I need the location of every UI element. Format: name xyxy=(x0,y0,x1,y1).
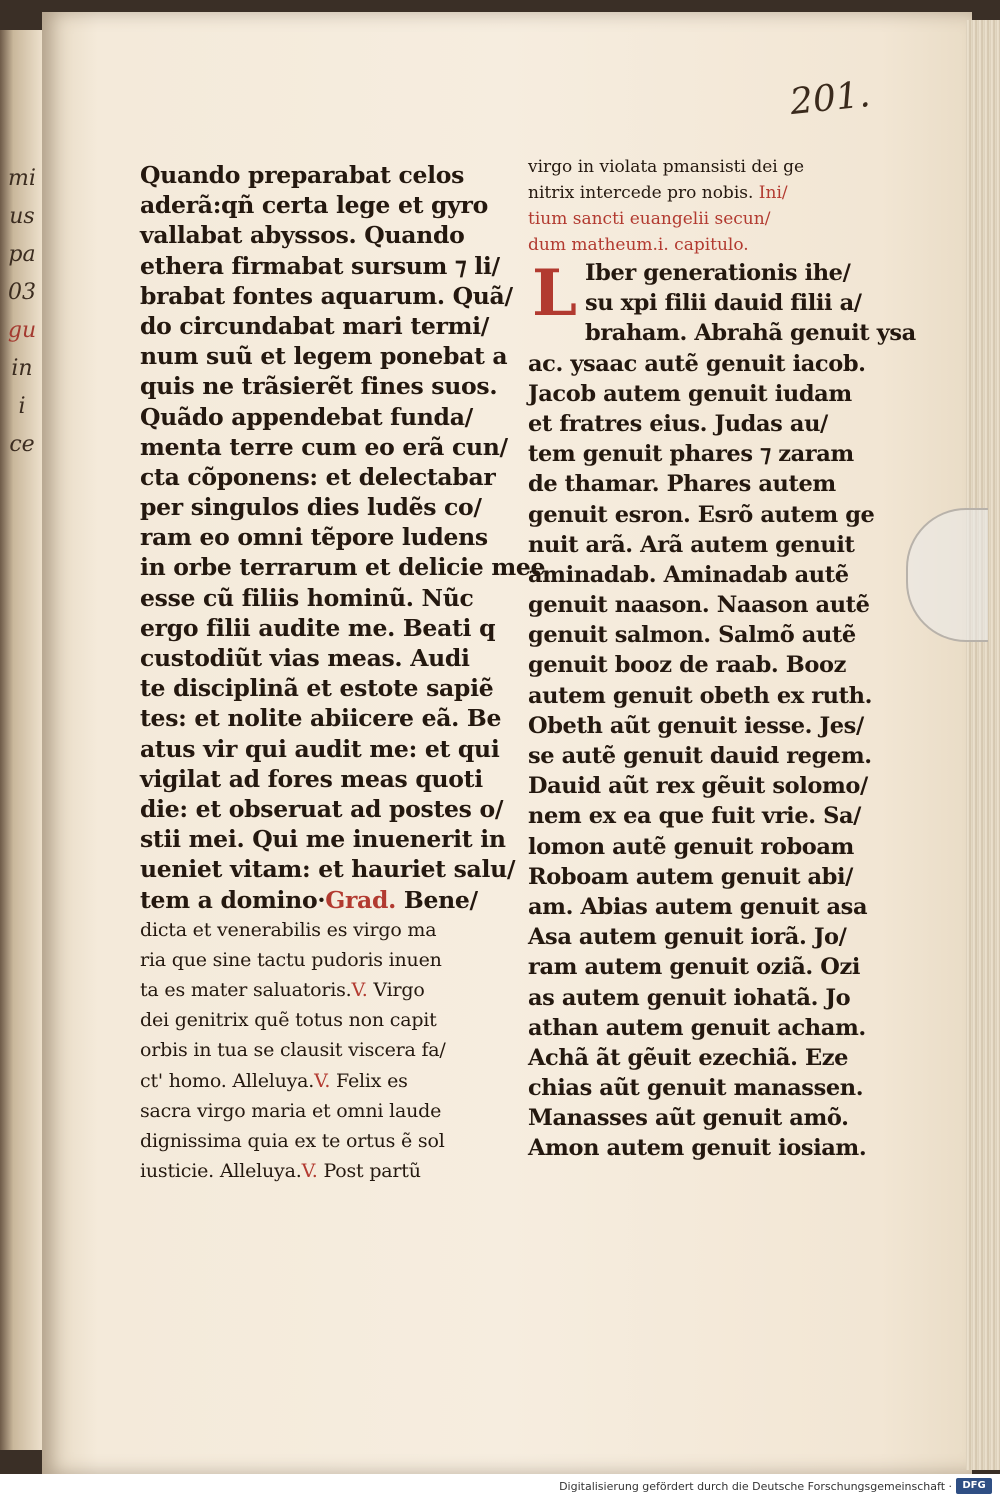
line-text: vallabat abyssos. Quando xyxy=(140,221,465,250)
text-line xyxy=(140,552,546,582)
text-line xyxy=(140,583,510,613)
text-line xyxy=(140,915,510,945)
text-line: Obeth aũt genuit iesse. Jes/ xyxy=(528,712,864,739)
footer-credit: Digitalisierung gefördert durch die Deutsche Forschungsgemeinschaft · xyxy=(559,1480,952,1493)
line-text: per singulos dies ludẽs co/ xyxy=(140,493,482,522)
left-text-column xyxy=(140,160,546,1186)
text-line xyxy=(140,160,510,190)
line-text: virgo in violata pmansisti dei ge xyxy=(528,157,805,177)
line-text: ta es mater saluatoris. xyxy=(140,979,352,1002)
line-text-after: Virgo xyxy=(367,979,425,1002)
rubric: V. xyxy=(314,1069,331,1092)
margin-mark: pa xyxy=(8,242,36,267)
text-line xyxy=(140,220,510,250)
text-line: autem genuit obeth ex ruth. xyxy=(528,682,873,709)
text-line xyxy=(140,1096,510,1126)
text-line xyxy=(528,206,888,232)
text-line xyxy=(140,1126,510,1156)
line-text: die: et obseruat ad postes o/ xyxy=(140,794,504,823)
line-text-after: Felix es xyxy=(330,1069,408,1092)
text-line: ac. ysaac autẽ genuit iacob. xyxy=(528,350,866,377)
rubric: dum matheum.i. capitulo. xyxy=(528,235,749,255)
text-line xyxy=(140,522,510,552)
line-text: brabat fontes aquarum. Quã/ xyxy=(140,281,513,310)
line-text: vigilat ad fores meas quoti xyxy=(140,764,483,793)
text-line xyxy=(140,190,510,220)
line-text: do circundabat mari termi/ xyxy=(140,311,490,340)
line-text-after: Post partũ xyxy=(317,1160,421,1183)
rubric: V. xyxy=(351,979,368,1002)
text-line xyxy=(140,1035,510,1065)
text-line xyxy=(140,734,510,764)
text-line: am. Abias autem genuit asa xyxy=(528,893,868,920)
line-text: Quando preparabat celos xyxy=(140,161,465,189)
line-text: dignissima quia ex te ortus ẽ sol xyxy=(140,1130,445,1152)
facing-page-marks xyxy=(0,160,44,464)
text-line: Roboam autem genuit abi/ xyxy=(528,863,853,890)
text-line xyxy=(528,180,888,206)
line-text-after: Bene/ xyxy=(396,885,478,914)
line-text: dei genitrix quẽ totus non capit xyxy=(140,1009,437,1032)
text-line: nem ex ea que fuit vrie. Sa/ xyxy=(528,803,861,830)
line-text: dicta et venerabilis es virgo ma xyxy=(140,918,437,941)
text-line: Jacob autem genuit iudam xyxy=(528,380,852,407)
dfg-logo: DFG xyxy=(956,1478,992,1494)
text-line xyxy=(140,462,510,492)
rubric: tium sancti euangelii secun/ xyxy=(528,209,771,229)
text-line xyxy=(140,371,510,401)
page-stack-edge xyxy=(966,20,1000,1470)
margin-mark: i xyxy=(18,394,26,419)
text-line: braham. Abrahã genuit ysa xyxy=(585,320,916,347)
text-line xyxy=(140,341,510,371)
rubric: Grad. xyxy=(325,885,396,914)
text-line xyxy=(140,613,510,643)
text-line xyxy=(140,794,510,824)
text-line: Manasses aũt genuit amõ. xyxy=(528,1105,849,1132)
text-line xyxy=(528,154,888,180)
line-text: atus vir qui audit me: et qui xyxy=(140,734,500,763)
text-line xyxy=(140,1156,510,1186)
line-text: ethera firmabat sursum ⁊ li/ xyxy=(140,251,500,280)
text-line xyxy=(140,764,510,794)
text-line xyxy=(140,703,510,733)
text-line xyxy=(140,945,510,975)
text-line xyxy=(140,311,510,341)
line-text: ueniet vitam: et hauriet salu/ xyxy=(140,855,516,884)
text-line xyxy=(140,854,516,884)
text-line: genuit booz de raab. Booz xyxy=(528,652,846,679)
line-text: ergo filii audite me. Beati q xyxy=(140,613,496,642)
line-text: sacra virgo maria et omni laude xyxy=(140,1099,442,1122)
text-line xyxy=(140,824,510,854)
text-line xyxy=(140,402,510,432)
text-line: su xpi filii dauid filii a/ xyxy=(585,290,862,317)
margin-mark: gu xyxy=(7,318,37,343)
text-line xyxy=(140,673,510,703)
right-column-heading xyxy=(528,154,888,258)
line-text: tes: et nolite abiicere eã. Be xyxy=(140,704,502,733)
text-line: genuit naason. Naason autẽ xyxy=(528,592,870,619)
text-line: se autẽ genuit dauid regem. xyxy=(528,743,872,769)
text-line: lomon autẽ genuit roboam xyxy=(528,833,854,860)
line-text: stii mei. Qui me inuenerit in xyxy=(140,825,506,854)
text-line: as autem genuit iohatã. Jo xyxy=(528,984,851,1011)
line-text: quis ne trãsierẽt fines suos. xyxy=(140,372,498,401)
line-text: iusticie. Alleluya. xyxy=(140,1160,302,1183)
folio-number: 201. xyxy=(788,73,873,124)
text-line: ram autem genuit oziã. Ozi xyxy=(528,954,861,981)
line-text: nitrix intercede pro nobis. xyxy=(528,183,754,203)
text-line xyxy=(140,281,513,311)
text-line: chias aũt genuit manassen. xyxy=(528,1075,864,1102)
text-line: Iber generationis ihe/ xyxy=(585,260,851,286)
text-line xyxy=(140,1005,510,1035)
rubric: Ini/ xyxy=(753,183,788,203)
line-text: Quãdo appendebat funda/ xyxy=(140,402,473,431)
line-text: cta cõponens: et delectabar xyxy=(140,462,496,491)
text-line xyxy=(140,251,510,281)
text-line xyxy=(140,885,510,915)
text-line: Amon autem genuit iosiam. xyxy=(528,1135,867,1162)
text-line xyxy=(140,432,510,462)
right-column-body xyxy=(528,256,916,1164)
text-line: genuit esron. Esrõ autem ge xyxy=(528,501,875,528)
text-line: athan autem genuit acham. xyxy=(528,1014,866,1041)
line-text: in orbe terrarum et delicie mee xyxy=(140,553,546,582)
margin-mark: mi xyxy=(8,166,36,191)
line-text: menta terre cum eo erã cun/ xyxy=(140,432,508,461)
line-text: ct' homo. Alleluya. xyxy=(140,1069,315,1092)
text-line: Asa autem genuit iorã. Jo/ xyxy=(528,924,847,951)
text-line: nuit arã. Arã autem genuit xyxy=(528,531,855,558)
text-line: Achã ãt gẽuit ezechiã. Eze xyxy=(528,1044,849,1071)
line-text: te disciplinã et estote sapiẽ xyxy=(140,674,494,703)
right-text-column xyxy=(528,154,916,1164)
line-text: num suũ et legem ponebat a xyxy=(140,342,508,371)
margin-mark: ce xyxy=(9,432,35,457)
line-text: ria que sine tactu pudoris inuen xyxy=(140,948,442,971)
text-line: aminadab. Aminadab autẽ xyxy=(528,561,849,588)
text-line xyxy=(140,1066,510,1096)
text-line xyxy=(528,232,888,258)
line-text: tem a domino· xyxy=(140,885,326,914)
text-line: tem genuit phares ⁊ zaram xyxy=(528,441,854,468)
margin-mark: us xyxy=(9,204,35,229)
text-line xyxy=(140,643,510,673)
text-line: genuit salmon. Salmõ autẽ xyxy=(528,622,856,649)
margin-mark: in xyxy=(11,356,33,381)
text-line: et fratres eius. Judas au/ xyxy=(528,410,828,437)
margin-mark: 03 xyxy=(8,280,36,305)
facing-page-edge xyxy=(0,30,44,1450)
text-line: Dauid aũt rex gẽuit solomo/ xyxy=(528,773,868,800)
red-initial-letter: L xyxy=(532,256,577,331)
text-line: de thamar. Phares autem xyxy=(528,471,836,498)
rubric: V. xyxy=(301,1160,318,1183)
line-text: custodiũt vias meas. Audi xyxy=(140,644,470,672)
line-text: ram eo omni tẽpore ludens xyxy=(140,523,488,552)
line-text: esse cũ filiis hominũ. Nũc xyxy=(140,583,474,612)
text-line xyxy=(140,492,510,522)
text-line xyxy=(140,975,510,1005)
line-text: orbis in tua se clausit viscera fa/ xyxy=(140,1039,446,1062)
line-text: aderã:qñ certa lege et gyro xyxy=(140,191,488,220)
